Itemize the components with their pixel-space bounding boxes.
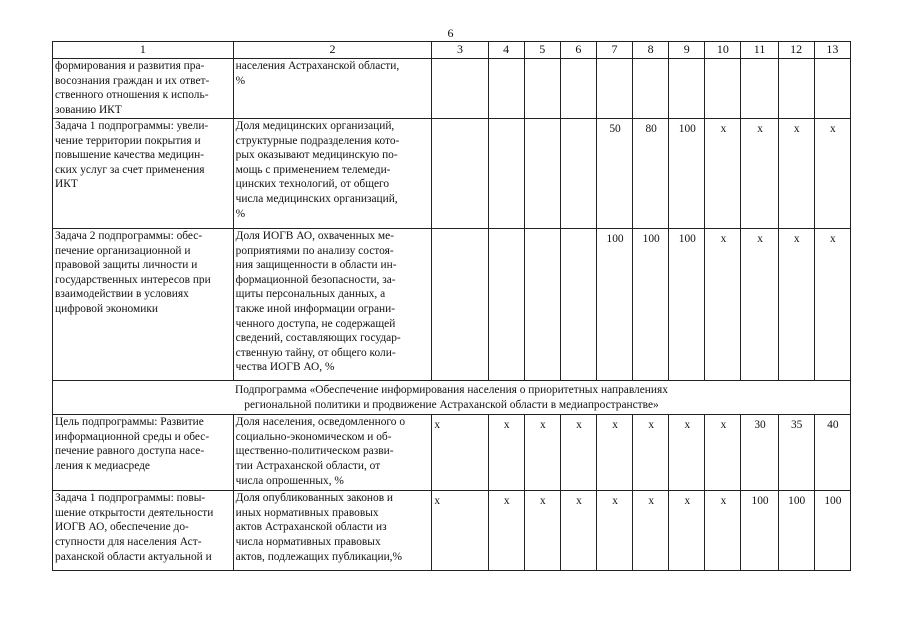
- value-cell: х: [633, 491, 669, 571]
- header-row: [53, 42, 851, 59]
- indicator-cell: населения Астраханской области, %: [233, 59, 432, 119]
- header-cell: 2: [233, 42, 432, 59]
- value-cell: х: [705, 491, 741, 571]
- value-cell: 100: [669, 119, 705, 229]
- header-cell: 10: [705, 42, 741, 59]
- value-cell: х: [596, 415, 632, 491]
- value-cell: х: [560, 491, 596, 571]
- value-cell: х: [669, 415, 705, 491]
- value-cell: [669, 59, 705, 119]
- value-cell: [432, 229, 488, 381]
- value-cell: х: [705, 229, 741, 381]
- value-cell: х: [432, 491, 488, 571]
- header-cell: 13: [814, 42, 850, 59]
- value-cell: 40: [814, 415, 850, 491]
- header-cell: 6: [560, 42, 596, 59]
- value-cell: х: [778, 229, 814, 381]
- subprogram-row: [53, 381, 851, 415]
- table-row: [53, 229, 851, 381]
- value-cell: [560, 119, 596, 229]
- header-cell: 11: [741, 42, 778, 59]
- header-cell: 7: [596, 42, 632, 59]
- value-cell: 100: [741, 491, 778, 571]
- value-cell: х: [633, 415, 669, 491]
- value-cell: 100: [596, 229, 632, 381]
- value-cell: х: [705, 415, 741, 491]
- value-cell: х: [524, 415, 560, 491]
- header-cell: 9: [669, 42, 705, 59]
- value-cell: [524, 59, 560, 119]
- value-cell: [488, 59, 524, 119]
- subprogram-title: Подпрограмма «Обеспечение информирования населения о приоритетных направлениях региональной политики и продвижение Астраханской области в медиапространстве»: [53, 381, 851, 415]
- value-cell: х: [669, 491, 705, 571]
- indicator-cell: Доля опубликованных законов и иных нормативных правовых актов Астраханской области из числа нормативных правовых актов, подлежащих публикации,%: [233, 491, 432, 571]
- goal-cell: Цель подпрограммы: Развитие информационной среды и обес- печение равного доступа насе- ления к медиасреде: [53, 415, 234, 491]
- indicators-table: [52, 41, 851, 571]
- indicator-cell: Доля медицинских организаций, структурные подразделения кото- рых оказывают медицинскую по- мощь с применением телемеди- цинских технологий, от общего числа медицинских организаций, %: [233, 119, 432, 229]
- value-cell: х: [814, 119, 850, 229]
- value-cell: х: [488, 491, 524, 571]
- task-cell: Задача 1 подпрограммы: увели- чение территории покрытия и повышение качества медицин- ских услуг за счет применения ИКТ: [53, 119, 234, 229]
- value-cell: 80: [633, 119, 669, 229]
- table-row: [53, 59, 851, 119]
- value-cell: [488, 229, 524, 381]
- value-cell: [524, 119, 560, 229]
- indicator-cell: Доля ИОГВ АО, охваченных ме- роприятиями по анализу состоя- ния защищенности в области ин- формационной безопасности, за- щиты персональных данных, а также иной информации ограни- ченного доступа, не содержащей сведений, составляющих государ- ственную тайну, от общего коли- чества ИОГВ АО, %: [233, 229, 432, 381]
- header-cell: 5: [524, 42, 560, 59]
- value-cell: [814, 59, 850, 119]
- header-cell: 12: [778, 42, 814, 59]
- value-cell: х: [560, 415, 596, 491]
- value-cell: [432, 59, 488, 119]
- value-cell: х: [488, 415, 524, 491]
- value-cell: х: [814, 229, 850, 381]
- value-cell: х: [524, 491, 560, 571]
- task-cell: Задача 1 подпрограммы: повы- шение открытости деятельности ИОГВ АО, обеспечение до- ступности для населения Аст- раханской области актуальной и: [53, 491, 234, 571]
- header-cell: 4: [488, 42, 524, 59]
- value-cell: [560, 229, 596, 381]
- value-cell: [741, 59, 778, 119]
- header-cell: 1: [53, 42, 234, 59]
- value-cell: [633, 59, 669, 119]
- value-cell: х: [778, 119, 814, 229]
- value-cell: [524, 229, 560, 381]
- indicator-cell: Доля населения, осведомленного о социально-экономическом и об- щественно-политическом разви- тии Астраханской области, от числа опрошенных, %: [233, 415, 432, 491]
- value-cell: [432, 119, 488, 229]
- table-row: [53, 415, 851, 491]
- value-cell: х: [741, 119, 778, 229]
- value-cell: х: [741, 229, 778, 381]
- value-cell: х: [705, 119, 741, 229]
- table-row: [53, 491, 851, 571]
- value-cell: [705, 59, 741, 119]
- task-cell: Задача 2 подпрограммы: обес- печение организационной и правовой защиты личности и государственных интересов при взаимодействии в условиях цифровой экономики: [53, 229, 234, 381]
- header-cell: 3: [432, 42, 488, 59]
- value-cell: [778, 59, 814, 119]
- value-cell: 100: [633, 229, 669, 381]
- value-cell: [596, 59, 632, 119]
- header-cell: 8: [633, 42, 669, 59]
- table-row: [53, 119, 851, 229]
- value-cell: 50: [596, 119, 632, 229]
- value-cell: х: [596, 491, 632, 571]
- value-cell: 30: [741, 415, 778, 491]
- page-number: 6: [447, 26, 454, 40]
- value-cell: 100: [778, 491, 814, 571]
- value-cell: 35: [778, 415, 814, 491]
- value-cell: 100: [669, 229, 705, 381]
- value-cell: х: [432, 415, 488, 491]
- value-cell: [560, 59, 596, 119]
- value-cell: 100: [814, 491, 850, 571]
- task-cell: формирования и развития пра- восознания граждан и их ответ- ственного отношения к исполь- зованию ИКТ: [53, 59, 234, 119]
- value-cell: [488, 119, 524, 229]
